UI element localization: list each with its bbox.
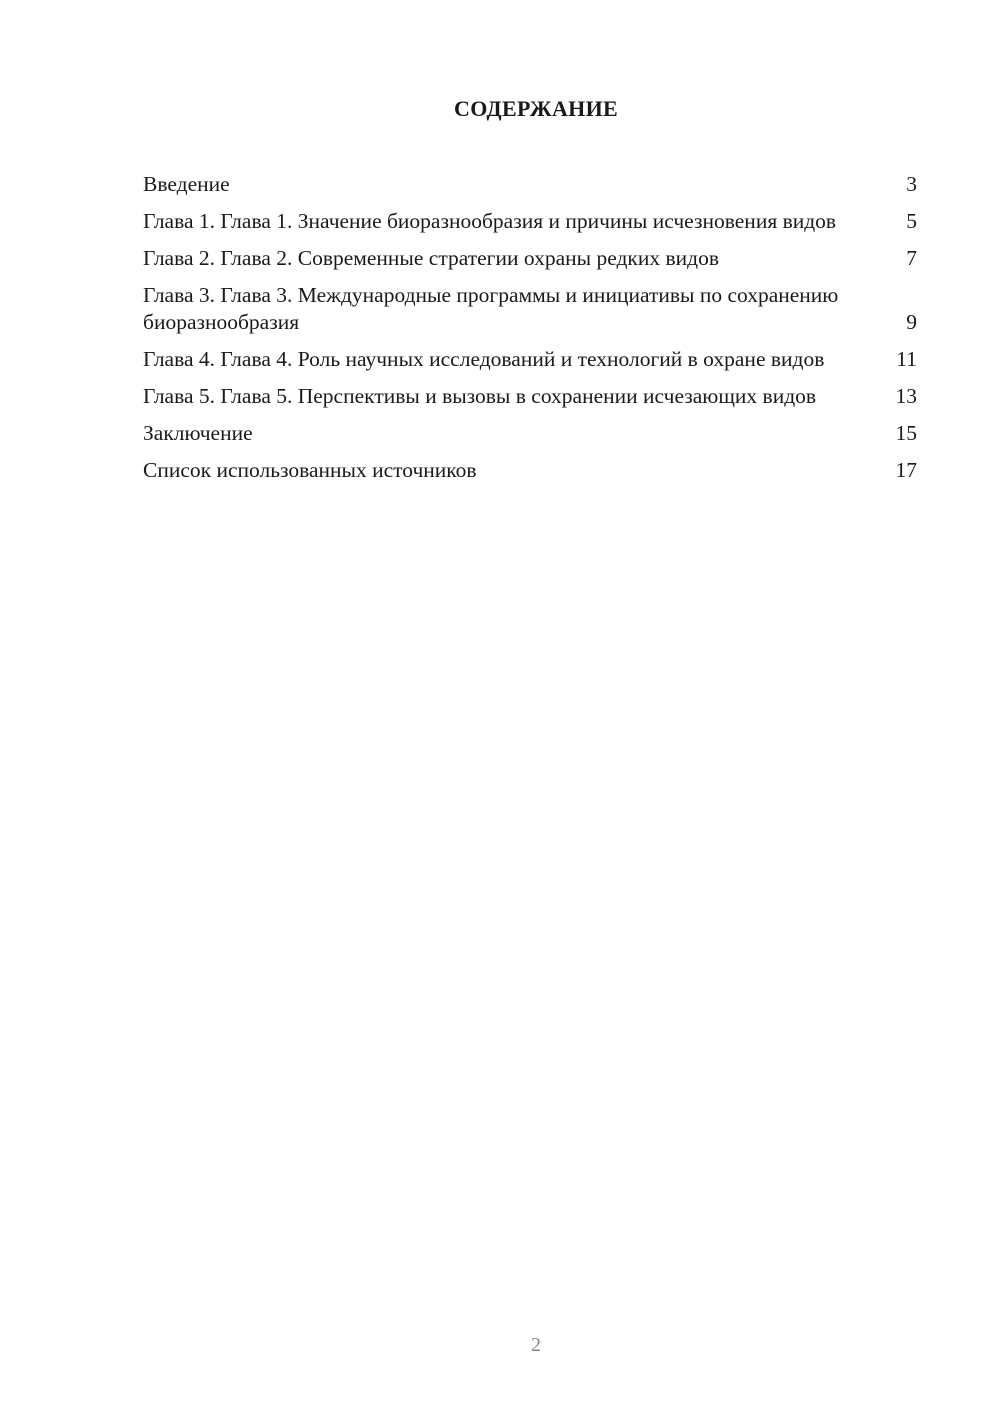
toc-entry-page: 11	[896, 347, 917, 371]
toc-entry	[143, 457, 920, 484]
toc-entry	[143, 346, 920, 373]
toc-entry	[143, 171, 920, 198]
table-of-contents	[143, 171, 920, 494]
page-title: СОДЕРЖАНИЕ	[454, 96, 618, 121]
toc-entry	[143, 420, 920, 447]
toc-entry-page: 5	[906, 209, 917, 233]
toc-entry	[143, 383, 920, 410]
toc-entry-page: 9	[906, 310, 917, 334]
toc-entry-page: 7	[906, 246, 917, 270]
toc-entry-text: Заключение	[143, 421, 253, 445]
toc-entry-page: 15	[895, 421, 917, 445]
page-number: 2	[531, 1334, 541, 1356]
toc-entry-text: Глава 5. Глава 5. Перспективы и вызовы в сохранении исчезающих видов	[143, 384, 817, 408]
toc-entry-page: 17	[895, 458, 917, 482]
toc-entry-page: 3	[906, 172, 917, 196]
toc-entry-text: Глава 1. Глава 1. Значение биоразнообразия и причины исчезновения видов	[143, 209, 837, 233]
toc-entry	[143, 282, 920, 336]
toc-entry-text: Список использованных источников	[143, 458, 477, 482]
toc-entry-text: Глава 3. Глава 3. Международные программы и инициативы по сохранению биоразнообразия	[143, 283, 839, 334]
toc-entry	[143, 245, 920, 272]
toc-entry	[143, 208, 920, 235]
toc-entry-text: Введение	[143, 172, 230, 196]
toc-entry-text: Глава 4. Глава 4. Роль научных исследований и технологий в охране видов	[143, 347, 825, 371]
toc-entry-text: Глава 2. Глава 2. Современные стратегии охраны редких видов	[143, 246, 719, 270]
toc-entry-page: 13	[895, 384, 917, 408]
